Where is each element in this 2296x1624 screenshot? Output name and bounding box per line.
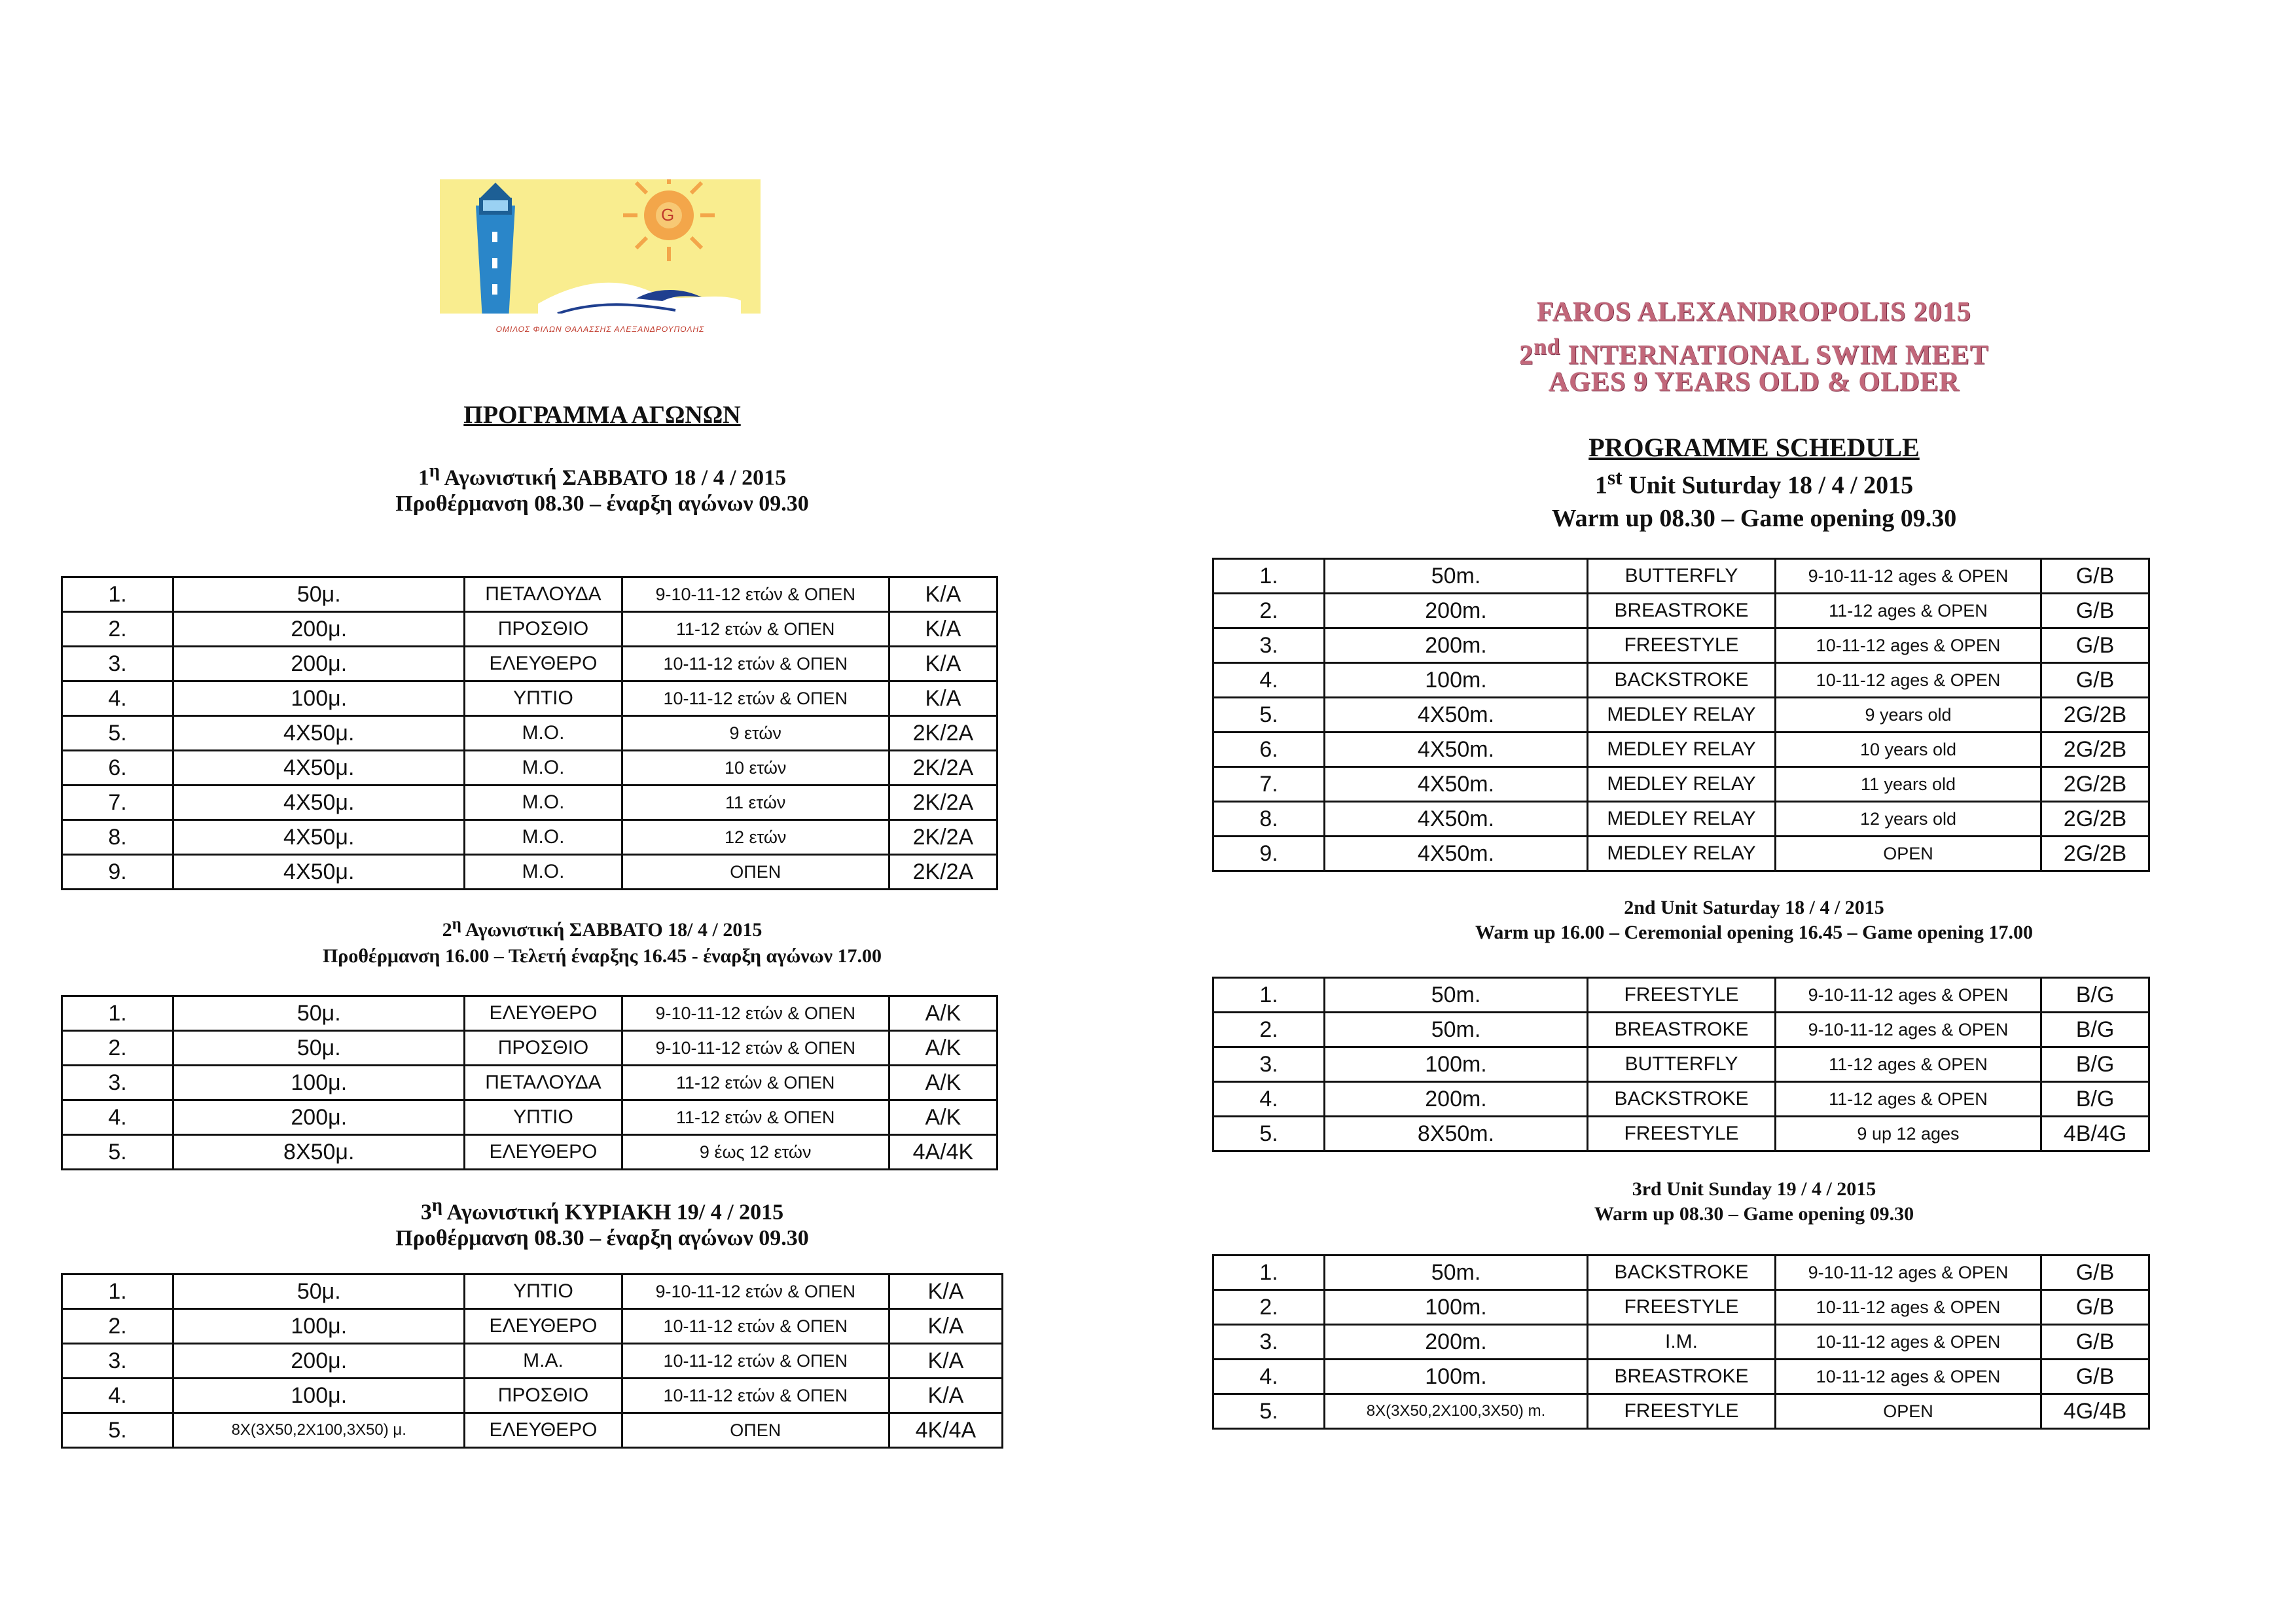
stroke-cell: ΠΡΟΣΘΙΟ bbox=[465, 612, 622, 647]
table-row bbox=[1213, 1325, 2149, 1360]
category-cell: Κ/Α bbox=[889, 1379, 1002, 1413]
stroke-cell: ΥΠΤΙΟ bbox=[465, 1274, 622, 1309]
category-cell: G/B bbox=[2041, 1290, 2149, 1325]
event-number-cell: 9. bbox=[1213, 837, 1325, 871]
distance-cell: 4X50m. bbox=[1325, 802, 1588, 837]
greek-unit1-table bbox=[61, 576, 998, 890]
event-number-cell: 5. bbox=[62, 1135, 173, 1170]
programme-schedule-title: PROGRAMME SCHEDULE bbox=[1588, 433, 1920, 462]
table-row bbox=[1213, 802, 2149, 837]
distance-cell: 4Χ50μ. bbox=[173, 855, 465, 890]
stroke-cell: BACKSTROKE bbox=[1588, 1082, 1776, 1117]
stroke-cell: ΠΡΟΣΘΙΟ bbox=[465, 1031, 622, 1066]
stroke-cell: Μ.Ο. bbox=[465, 855, 622, 890]
category-cell: Α/Κ bbox=[889, 1031, 997, 1066]
distance-cell: 200μ. bbox=[173, 1100, 465, 1135]
age-group-cell: 12 ετών bbox=[622, 820, 889, 855]
stroke-cell: MEDLEY RELAY bbox=[1588, 698, 1776, 732]
category-cell: B/G bbox=[2041, 1047, 2149, 1082]
age-group-cell: 11-12 ετών & ΟΠΕΝ bbox=[622, 612, 889, 647]
event-number-cell: 8. bbox=[1213, 802, 1325, 837]
event-number-cell: 5. bbox=[1213, 1117, 1325, 1151]
category-cell: B/G bbox=[2041, 978, 2149, 1013]
distance-cell: 50m. bbox=[1325, 978, 1588, 1013]
category-cell: 2G/2B bbox=[2041, 732, 2149, 767]
category-cell: Α/Κ bbox=[889, 996, 997, 1031]
stroke-cell: ΠΕΤΑΛΟΥΔΑ bbox=[465, 577, 622, 612]
distance-cell: 50m. bbox=[1325, 1255, 1588, 1290]
greek-unit3-ordinal: 3 bbox=[420, 1200, 432, 1225]
english-unit2-table bbox=[1212, 977, 2150, 1152]
age-group-cell: 10 ετών bbox=[622, 751, 889, 785]
stroke-cell: I.M. bbox=[1588, 1325, 1776, 1360]
distance-cell: 100m. bbox=[1325, 1047, 1588, 1082]
meet-ages: AGES 9 YEARS OLD & OLDER bbox=[1548, 367, 1960, 397]
greek-unit1-line1: Αγωνιστική ΣΑΒΒΑΤΟ 18 / 4 / 2015 bbox=[439, 465, 787, 490]
table-row bbox=[62, 1031, 997, 1066]
distance-cell: 50m. bbox=[1325, 1013, 1588, 1047]
age-group-cell: ΟΠΕΝ bbox=[622, 1413, 889, 1448]
greek-unit3-line2: Προθέρμανση 08.30 – έναρξη αγώνων 09.30 bbox=[395, 1226, 809, 1251]
category-cell: Κ/Α bbox=[889, 1274, 1002, 1309]
category-cell: G/B bbox=[2041, 628, 2149, 663]
event-number-cell: 6. bbox=[62, 751, 173, 785]
category-cell: Κ/Α bbox=[889, 647, 997, 681]
greek-unit1-ordinal: 1 bbox=[418, 465, 429, 490]
greek-unit3-table bbox=[61, 1273, 1003, 1449]
category-cell: 2G/2B bbox=[2041, 837, 2149, 871]
distance-cell: 100m. bbox=[1325, 1290, 1588, 1325]
age-group-cell: OPEN bbox=[1776, 837, 2041, 871]
age-group-cell: 10-11-12 ages & OPEN bbox=[1776, 1325, 2041, 1360]
distance-cell: 200μ. bbox=[173, 612, 465, 647]
event-number-cell: 3. bbox=[1213, 1047, 1325, 1082]
greek-unit2-heading bbox=[59, 911, 1145, 969]
event-number-cell: 8. bbox=[62, 820, 173, 855]
event-number-cell: 3. bbox=[62, 1066, 173, 1100]
event-number-cell: 1. bbox=[1213, 978, 1325, 1013]
category-cell: Κ/Α bbox=[889, 612, 997, 647]
distance-cell: 50μ. bbox=[173, 1031, 465, 1066]
stroke-cell: ΠΡΟΣΘΙΟ bbox=[465, 1379, 622, 1413]
distance-cell: 8Χ50μ. bbox=[173, 1135, 465, 1170]
english-unit2-line1: 2nd Unit Saturday 18 / 4 / 2015 bbox=[1624, 897, 1884, 918]
stroke-cell: MEDLEY RELAY bbox=[1588, 767, 1776, 802]
greek-unit1-heading bbox=[59, 458, 1145, 517]
distance-cell: 4Χ50μ. bbox=[173, 716, 465, 751]
table-row bbox=[62, 612, 997, 647]
greek-unit3-heading bbox=[59, 1193, 1145, 1252]
age-group-cell: 9 ετών bbox=[622, 716, 889, 751]
event-number-cell: 4. bbox=[1213, 1082, 1325, 1117]
english-unit3-heading bbox=[1191, 1177, 2296, 1227]
english-unit1-table bbox=[1212, 558, 2150, 872]
greek-unit3-sup: η bbox=[431, 1195, 442, 1216]
category-cell: 2Κ/2Α bbox=[889, 855, 997, 890]
age-group-cell: 12 years old bbox=[1776, 802, 2041, 837]
table-row bbox=[1213, 732, 2149, 767]
stroke-cell: MEDLEY RELAY bbox=[1588, 802, 1776, 837]
stroke-cell: ΕΛΕΥΘΕΡΟ bbox=[465, 1413, 622, 1448]
category-cell: Α/Κ bbox=[889, 1066, 997, 1100]
table-row bbox=[62, 1066, 997, 1100]
table-row bbox=[1213, 663, 2149, 698]
distance-cell: 100μ. bbox=[173, 1379, 465, 1413]
table-row bbox=[1213, 1290, 2149, 1325]
stroke-cell: BUTTERFLY bbox=[1588, 559, 1776, 594]
table-row bbox=[62, 577, 997, 612]
event-number-cell: 3. bbox=[62, 1344, 173, 1379]
distance-cell: 100m. bbox=[1325, 663, 1588, 698]
age-group-cell: 10-11-12 ages & OPEN bbox=[1776, 1360, 2041, 1394]
category-cell: G/B bbox=[2041, 594, 2149, 628]
stroke-cell: FREESTYLE bbox=[1588, 1394, 1776, 1429]
age-group-cell: 9-10-11-12 ετών & ΟΠΕΝ bbox=[622, 577, 889, 612]
age-group-cell: 11 ετών bbox=[622, 785, 889, 820]
age-group-cell: 9-10-11-12 ετών & ΟΠΕΝ bbox=[622, 1274, 889, 1309]
distance-cell: 100μ. bbox=[173, 1066, 465, 1100]
category-cell: 4Κ/4Α bbox=[889, 1413, 1002, 1448]
age-group-cell: 10-11-12 ετών & ΟΠΕΝ bbox=[622, 1309, 889, 1344]
event-number-cell: 5. bbox=[1213, 698, 1325, 732]
event-number-cell: 4. bbox=[62, 1379, 173, 1413]
distance-cell: 4X50m. bbox=[1325, 837, 1588, 871]
event-number-cell: 7. bbox=[62, 785, 173, 820]
greek-page-title: ΠΡΟΓΡΑΜΜΑ ΑΓΩΝΩΝ bbox=[463, 401, 741, 429]
category-cell: Κ/Α bbox=[889, 681, 997, 716]
age-group-cell: 10-11-12 ages & OPEN bbox=[1776, 1290, 2041, 1325]
stroke-cell: BREASTROKE bbox=[1588, 594, 1776, 628]
stroke-cell: Μ.Ο. bbox=[465, 785, 622, 820]
event-number-cell: 1. bbox=[1213, 559, 1325, 594]
table-row bbox=[1213, 1394, 2149, 1429]
table-row bbox=[62, 681, 997, 716]
english-unit3-table bbox=[1212, 1254, 2150, 1430]
event-number-cell: 4. bbox=[1213, 663, 1325, 698]
stroke-cell: BACKSTROKE bbox=[1588, 663, 1776, 698]
event-number-cell: 7. bbox=[1213, 767, 1325, 802]
stroke-cell: Μ.Α. bbox=[465, 1344, 622, 1379]
table-row bbox=[1213, 1255, 2149, 1290]
table-row bbox=[62, 1309, 1003, 1344]
age-group-cell: 9-10-11-12 ετών & ΟΠΕΝ bbox=[622, 996, 889, 1031]
age-group-cell: 10-11-12 ετών & ΟΠΕΝ bbox=[622, 681, 889, 716]
event-number-cell: 4. bbox=[62, 1100, 173, 1135]
meet-title: FAROS ALEXANDROPOLIS 2015 bbox=[1537, 297, 1971, 327]
category-cell: 2Κ/2Α bbox=[889, 716, 997, 751]
table-row bbox=[1213, 698, 2149, 732]
age-group-cell: 9-10-11-12 ετών & ΟΠΕΝ bbox=[622, 1031, 889, 1066]
stroke-cell: BREASTROKE bbox=[1588, 1360, 1776, 1394]
table-row bbox=[1213, 1360, 2149, 1394]
distance-cell: 8Χ(3Χ50,2Χ100,3Χ50) μ. bbox=[173, 1413, 465, 1448]
distance-cell: 50m. bbox=[1325, 559, 1588, 594]
greek-unit2-sup: η bbox=[452, 915, 461, 933]
category-cell: Α/Κ bbox=[889, 1100, 997, 1135]
table-row bbox=[62, 647, 997, 681]
stroke-cell: MEDLEY RELAY bbox=[1588, 732, 1776, 767]
table-row bbox=[62, 820, 997, 855]
age-group-cell: 11-12 ages & OPEN bbox=[1776, 1047, 2041, 1082]
distance-cell: 4Χ50μ. bbox=[173, 785, 465, 820]
stroke-cell: ΕΛΕΥΘΕΡΟ bbox=[465, 996, 622, 1031]
table-row bbox=[1213, 837, 2149, 871]
stroke-cell: ΕΛΕΥΘΕΡΟ bbox=[465, 1135, 622, 1170]
distance-cell: 4Χ50μ. bbox=[173, 751, 465, 785]
stroke-cell: BREASTROKE bbox=[1588, 1013, 1776, 1047]
distance-cell: 50μ. bbox=[173, 1274, 465, 1309]
event-number-cell: 1. bbox=[62, 577, 173, 612]
event-number-cell: 4. bbox=[62, 681, 173, 716]
distance-cell: 4X50m. bbox=[1325, 698, 1588, 732]
event-number-cell: 2. bbox=[1213, 594, 1325, 628]
event-number-cell: 2. bbox=[1213, 1290, 1325, 1325]
distance-cell: 4Χ50μ. bbox=[173, 820, 465, 855]
category-cell: 2Κ/2Α bbox=[889, 751, 997, 785]
age-group-cell: 10-11-12 ετών & ΟΠΕΝ bbox=[622, 1344, 889, 1379]
greek-unit2-line1: Αγωνιστική ΣΑΒΒΑΤΟ 18/ 4 / 2015 bbox=[461, 919, 762, 941]
stroke-cell: BUTTERFLY bbox=[1588, 1047, 1776, 1082]
greek-unit2-line2: Προθέρμανση 16.00 – Τελετή έναρξης 16.45 - έναρξη αγώνων 17.00 bbox=[322, 945, 882, 967]
age-group-cell: 10-11-12 ετών & ΟΠΕΝ bbox=[622, 1379, 889, 1413]
table-row bbox=[62, 1413, 1003, 1448]
category-cell: 4Α/4Κ bbox=[889, 1135, 997, 1170]
category-cell: G/B bbox=[2041, 1255, 2149, 1290]
age-group-cell: 10 years old bbox=[1776, 732, 2041, 767]
greek-unit2-ordinal: 2 bbox=[442, 919, 452, 941]
logo-caption: ΟΜΙΛΟΣ ΦΙΛΩΝ ΘΑΛΑΣΣΗΣ ΑΛΕΞΑΝΔΡΟΥΠΟΛΗΣ bbox=[495, 325, 705, 334]
distance-cell: 200μ. bbox=[173, 1344, 465, 1379]
event-number-cell: 4. bbox=[1213, 1360, 1325, 1394]
stroke-cell: ΥΠΤΙΟ bbox=[465, 681, 622, 716]
event-number-cell: 9. bbox=[62, 855, 173, 890]
age-group-cell: 9-10-11-12 ages & OPEN bbox=[1776, 559, 2041, 594]
stroke-cell: ΕΛΕΥΘΕΡΟ bbox=[465, 1309, 622, 1344]
age-group-cell: 9-10-11-12 ages & OPEN bbox=[1776, 1013, 2041, 1047]
table-row bbox=[62, 716, 997, 751]
table-row bbox=[62, 785, 997, 820]
english-unit2-heading bbox=[1191, 895, 2296, 945]
table-row bbox=[1213, 1047, 2149, 1082]
english-unit3-line2: Warm up 08.30 – Game opening 09.30 bbox=[1594, 1203, 1914, 1225]
event-number-cell: 2. bbox=[62, 1309, 173, 1344]
category-cell: 4G/4B bbox=[2041, 1394, 2149, 1429]
distance-cell: 100μ. bbox=[173, 1309, 465, 1344]
stroke-cell: ΥΠΤΙΟ bbox=[465, 1100, 622, 1135]
distance-cell: 4X50m. bbox=[1325, 732, 1588, 767]
greek-unit3-line1: Αγωνιστική ΚΥΡΙΑΚΗ 19/ 4 / 2015 bbox=[442, 1200, 784, 1225]
table-row bbox=[62, 855, 997, 890]
age-group-cell: 10-11-12 ages & OPEN bbox=[1776, 663, 2041, 698]
distance-cell: 100μ. bbox=[173, 681, 465, 716]
category-cell: 4B/4G bbox=[2041, 1117, 2149, 1151]
greek-unit2-table bbox=[61, 995, 998, 1170]
event-number-cell: 1. bbox=[1213, 1255, 1325, 1290]
age-group-cell: 9 years old bbox=[1776, 698, 2041, 732]
category-cell: 2G/2B bbox=[2041, 698, 2149, 732]
age-group-cell: 10-11-12 ages & OPEN bbox=[1776, 628, 2041, 663]
stroke-cell: FREESTYLE bbox=[1588, 978, 1776, 1013]
distance-cell: 50μ. bbox=[173, 996, 465, 1031]
stroke-cell: MEDLEY RELAY bbox=[1588, 837, 1776, 871]
age-group-cell: ΟΠΕΝ bbox=[622, 855, 889, 890]
age-group-cell: 11 years old bbox=[1776, 767, 2041, 802]
category-cell: Κ/Α bbox=[889, 1344, 1002, 1379]
greek-unit1-sup: η bbox=[429, 461, 440, 481]
distance-cell: 200m. bbox=[1325, 1325, 1588, 1360]
stroke-cell: ΕΛΕΥΘΕΡΟ bbox=[465, 647, 622, 681]
category-cell: 2Κ/2Α bbox=[889, 820, 997, 855]
event-number-cell: 2. bbox=[1213, 1013, 1325, 1047]
category-cell: Κ/Α bbox=[889, 1309, 1002, 1344]
event-number-cell: 1. bbox=[62, 996, 173, 1031]
table-row bbox=[1213, 1082, 2149, 1117]
stroke-cell: FREESTYLE bbox=[1588, 1117, 1776, 1151]
age-group-cell: 11-12 ετών & ΟΠΕΝ bbox=[622, 1100, 889, 1135]
stroke-cell: Μ.Ο. bbox=[465, 716, 622, 751]
distance-cell: 200m. bbox=[1325, 1082, 1588, 1117]
table-row bbox=[1213, 1013, 2149, 1047]
lighthouse-logo-icon bbox=[440, 179, 761, 327]
english-unit1-ordinal: 1 bbox=[1594, 471, 1607, 499]
event-number-cell: 1. bbox=[62, 1274, 173, 1309]
event-number-cell: 6. bbox=[1213, 732, 1325, 767]
event-number-cell: 3. bbox=[1213, 628, 1325, 663]
category-cell: B/G bbox=[2041, 1013, 2149, 1047]
meet-subtitle-ordinal: 2 bbox=[1519, 340, 1534, 370]
category-cell: G/B bbox=[2041, 559, 2149, 594]
table-row bbox=[1213, 559, 2149, 594]
svg-text:G: G bbox=[661, 205, 675, 225]
table-row bbox=[62, 1100, 997, 1135]
category-cell: 2G/2B bbox=[2041, 767, 2149, 802]
category-cell: 2G/2B bbox=[2041, 802, 2149, 837]
age-group-cell: 11-12 ετών & ΟΠΕΝ bbox=[622, 1066, 889, 1100]
english-unit2-line2: Warm up 16.00 – Ceremonial opening 16.45 – Game opening 17.00 bbox=[1475, 922, 2033, 943]
distance-cell: 8X50m. bbox=[1325, 1117, 1588, 1151]
age-group-cell: 9-10-11-12 ages & OPEN bbox=[1776, 1255, 2041, 1290]
table-row bbox=[62, 1344, 1003, 1379]
distance-cell: 200μ. bbox=[173, 647, 465, 681]
age-group-cell: 9 up 12 ages bbox=[1776, 1117, 2041, 1151]
event-number-cell: 5. bbox=[1213, 1394, 1325, 1429]
event-number-cell: 5. bbox=[62, 716, 173, 751]
table-row bbox=[1213, 594, 2149, 628]
english-unit3-line1: 3rd Unit Sunday 19 / 4 / 2015 bbox=[1632, 1178, 1876, 1200]
distance-cell: 4X50m. bbox=[1325, 767, 1588, 802]
english-unit1-sup: st bbox=[1607, 466, 1623, 489]
distance-cell: 200m. bbox=[1325, 594, 1588, 628]
event-number-cell: 5. bbox=[62, 1413, 173, 1448]
table-row bbox=[62, 751, 997, 785]
age-group-cell: 11-12 ages & OPEN bbox=[1776, 1082, 2041, 1117]
category-cell: G/B bbox=[2041, 663, 2149, 698]
club-logo bbox=[440, 179, 761, 340]
event-number-cell: 3. bbox=[62, 647, 173, 681]
table-row bbox=[1213, 978, 2149, 1013]
stroke-cell: ΠΕΤΑΛΟΥΔΑ bbox=[465, 1066, 622, 1100]
category-cell: 2Κ/2Α bbox=[889, 785, 997, 820]
event-number-cell: 2. bbox=[62, 1031, 173, 1066]
table-row bbox=[1213, 628, 2149, 663]
stroke-cell: BACKSTROKE bbox=[1588, 1255, 1776, 1290]
table-row bbox=[1213, 767, 2149, 802]
meet-subtitle-rest: INTERNATIONAL SWIM MEET bbox=[1560, 340, 1989, 370]
stroke-cell: FREESTYLE bbox=[1588, 628, 1776, 663]
distance-cell: 200m. bbox=[1325, 628, 1588, 663]
table-row bbox=[62, 996, 997, 1031]
age-group-cell: 9 έως 12 ετών bbox=[622, 1135, 889, 1170]
english-unit1-line2: Warm up 08.30 – Game opening 09.30 bbox=[1551, 504, 1957, 532]
english-unit1-line1: Unit Suturday 18 / 4 / 2015 bbox=[1622, 471, 1914, 499]
stroke-cell: Μ.Ο. bbox=[465, 820, 622, 855]
stroke-cell: FREESTYLE bbox=[1588, 1290, 1776, 1325]
age-group-cell: 9-10-11-12 ages & OPEN bbox=[1776, 978, 2041, 1013]
category-cell: G/B bbox=[2041, 1325, 2149, 1360]
english-unit1-heading bbox=[1191, 461, 2296, 535]
category-cell: Κ/Α bbox=[889, 577, 997, 612]
age-group-cell: 11-12 ages & OPEN bbox=[1776, 594, 2041, 628]
table-row bbox=[1213, 1117, 2149, 1151]
distance-cell: 100m. bbox=[1325, 1360, 1588, 1394]
meet-subtitle-sup: nd bbox=[1534, 334, 1561, 359]
distance-cell: 50μ. bbox=[173, 577, 465, 612]
age-group-cell: OPEN bbox=[1776, 1394, 2041, 1429]
table-row bbox=[62, 1135, 997, 1170]
event-number-cell: 3. bbox=[1213, 1325, 1325, 1360]
category-cell: B/G bbox=[2041, 1082, 2149, 1117]
table-row bbox=[62, 1274, 1003, 1309]
greek-unit1-line2: Προθέρμανση 08.30 – έναρξη αγώνων 09.30 bbox=[395, 492, 809, 516]
table-row bbox=[62, 1379, 1003, 1413]
category-cell: G/B bbox=[2041, 1360, 2149, 1394]
age-group-cell: 10-11-12 ετών & ΟΠΕΝ bbox=[622, 647, 889, 681]
stroke-cell: Μ.Ο. bbox=[465, 751, 622, 785]
event-number-cell: 2. bbox=[62, 612, 173, 647]
distance-cell: 8X(3X50,2X100,3X50) m. bbox=[1325, 1394, 1588, 1429]
